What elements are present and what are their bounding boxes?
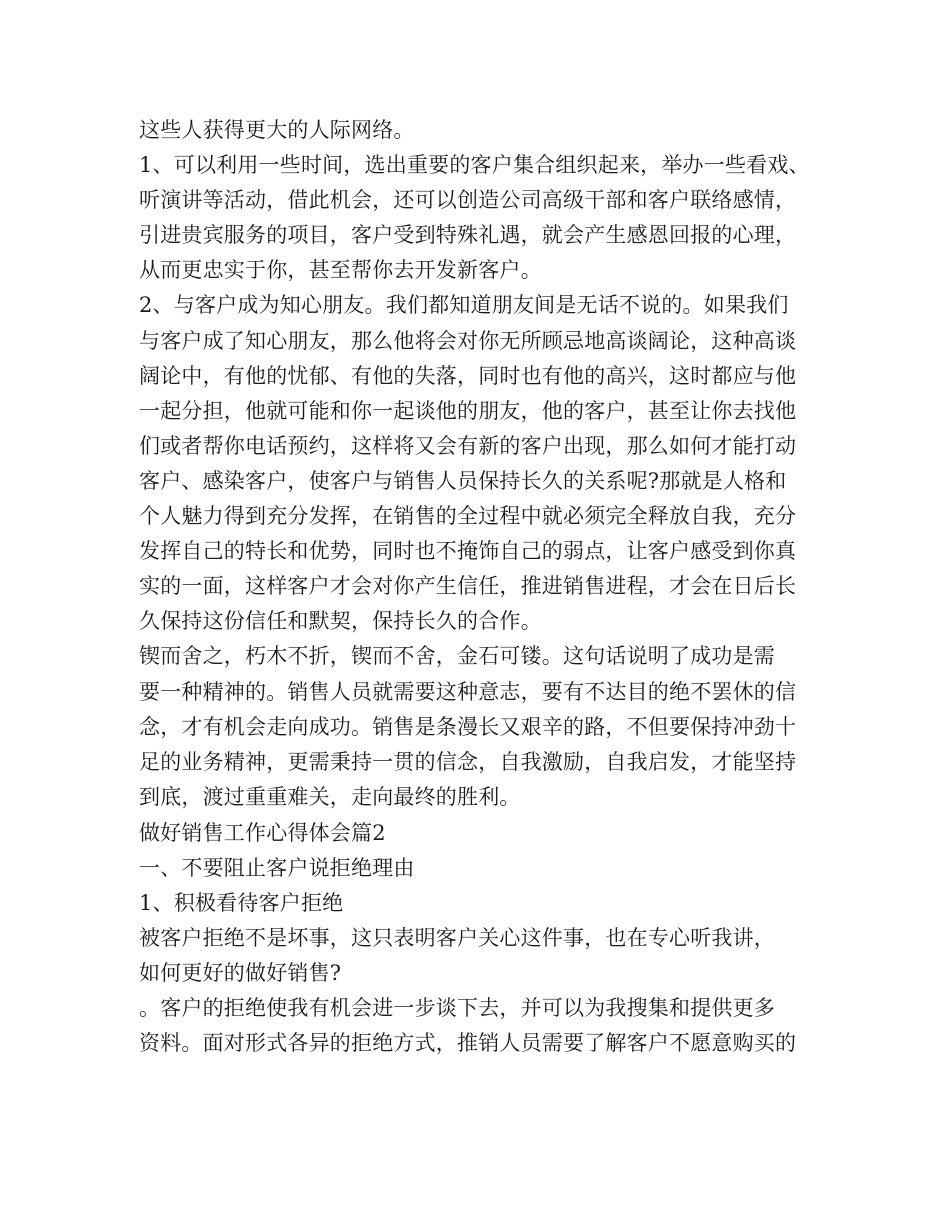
text-line: 一起分担，他就可能和你一起谈他的朋友，他的客户，甚至让你去找他 — [139, 399, 797, 423]
text-line: 被客户拒绝不是坏事，这只表明客户关心这件事，也在专心听我讲， — [139, 926, 775, 950]
text-line: 足的业务精神，更需秉持一贯的信念，自我激励，自我启发，才能坚持 — [139, 750, 797, 774]
text-line: 听演讲等活动，借此机会，还可以创造公司高级干部和客户联络感情， — [139, 188, 797, 212]
text-line: 实的一面，这样客户才会对你产生信任，推进销售进程，才会在日后长 — [139, 574, 797, 598]
section-heading: 做好销售工作心得体会篇2 — [139, 821, 386, 845]
text-line: 资料。面对形式各异的拒绝方式，推销人员需要了解客户不愿意购买的 — [139, 1031, 797, 1055]
subheading: 一、不要阻止客户说拒绝理由 — [139, 856, 415, 880]
text-line: 锲而舍之，朽木不折，锲而不舍，金石可镂。这句话说明了成功是需 — [139, 644, 775, 668]
text-line: 久保持这份信任和默契，保持长久的合作。 — [139, 609, 542, 633]
subheading: 1、积极看待客户拒绝 — [139, 891, 344, 915]
text-line: 。客户的拒绝使我有机会进一步谈下去，并可以为我搜集和提供更多 — [139, 996, 775, 1020]
text-line: 客户、感染客户，使客户与销售人员保持长久的关系呢?那就是人格和 — [139, 469, 787, 493]
text-line: 从而更忠实于你，甚至帮你去开发新客户。 — [139, 258, 542, 282]
text-line: 到底，渡过重重难关，走向最终的胜利。 — [139, 785, 521, 809]
text-line: 个人魅力得到充分发挥，在销售的全过程中就必须完全释放自我，充分 — [139, 504, 797, 528]
text-line: 阔论中，有他的忧郁、有他的失落，同时也有他的高兴，这时都应与他 — [139, 364, 797, 388]
text-line: 念，才有机会走向成功。销售是条漫长又艰辛的路，不但要保持冲劲十 — [139, 715, 797, 739]
text-line: 引进贵宾服务的项目，客户受到特殊礼遇，就会产生感恩回报的心理， — [139, 223, 797, 247]
text-line: 1、可以利用一些时间，选出重要的客户集合组织起来，举办一些看戏、 — [139, 153, 810, 177]
text-line: 2、与客户成为知心朋友。我们都知道朋友间是无话不说的。如果我们 — [139, 293, 789, 317]
text-line: 发挥自己的特长和优势，同时也不掩饰自己的弱点，让客户感受到你真 — [139, 539, 797, 563]
text-line: 如何更好的做好销售? — [139, 961, 342, 985]
text-line: 与客户成了知心朋友，那么他将会对你无所顾忌地高谈阔论，这种高谈 — [139, 329, 797, 353]
text-line: 这些人获得更大的人际网络。 — [139, 118, 415, 142]
text-line: 们或者帮你电话预约，这样将又会有新的客户出现，那么如何才能打动 — [139, 434, 797, 458]
text-line: 要一种精神的。销售人员就需要这种意志，要有不达目的绝不罢休的信 — [139, 680, 797, 704]
